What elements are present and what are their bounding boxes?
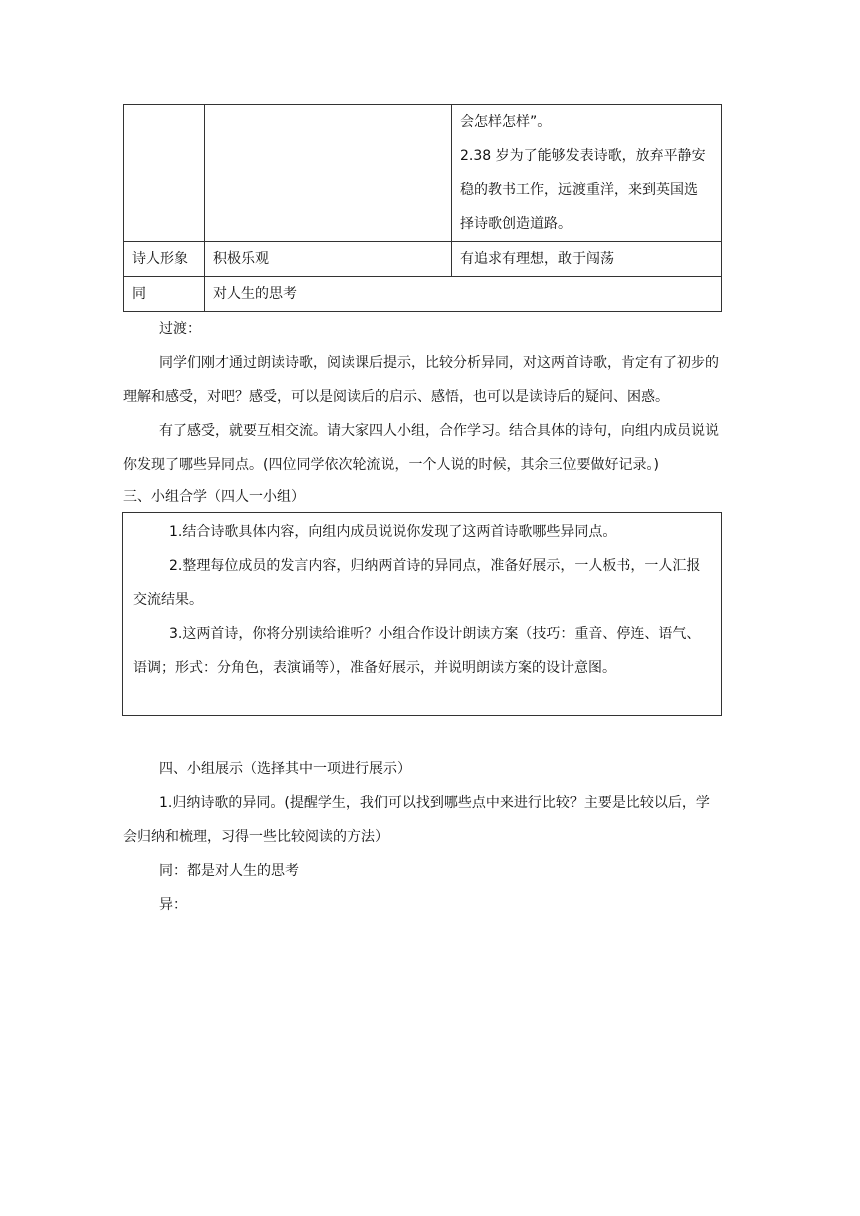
cell-text-line: 2.38 岁为了能够发表诗歌，放弃平静安: [460, 148, 706, 164]
transition-paragraph: 同学们刚才通过朗读诗歌，阅读课后提示，比较分析异同，对这两首诗歌，肯定有了初步的理解和感受，对吧？感受，可以是阅读后的启示、感悟，也可以是读诗后的疑问、困惑。: [123, 355, 719, 405]
cell-text-line: 择诗歌创造道路。: [460, 216, 572, 232]
table-row: [124, 277, 722, 312]
comparison-table: [123, 104, 722, 312]
table-cell-label: 诗人形象: [124, 242, 205, 277]
transition-paragraph: 有了感受，就要互相交流。请大家四人小组，合作学习。结合具体的诗句，向组内成员说说你发现了哪些异同点。(四位同学依次轮流说，一个人说的时候，其余三位要做好记录。): [123, 423, 719, 473]
table-cell: 有追求有理想，敢于闯荡: [452, 242, 722, 277]
cell-text-line: 会怎样怎样”。: [460, 114, 552, 130]
section-item: 1.归纳诗歌的异同。(提醒学生，我们可以找到哪些点中来进行比较？主要是比较以后，学会归纳和梳理，习得一些比较阅读的方法）: [123, 795, 710, 845]
same-point: 同：都是对人生的思考: [159, 863, 299, 879]
table-cell: [452, 105, 722, 242]
task-item: 2.整理每位成员的发言内容，归纳两首诗的异同点，准备好展示，一人板书，一人汇报交流结果。: [133, 558, 701, 608]
table-cell-label: 同: [124, 277, 205, 312]
section-heading: 三、小组合学（四人一小组）: [123, 489, 305, 505]
table-cell: [205, 105, 452, 242]
table-row: [124, 242, 722, 277]
task-item: 3.这两首诗，你将分别读给谁听？小组合作设计朗读方案（技巧：重音、停连、语气、语调；形式：分角色，表演诵等），准备好展示，并说明朗读方案的设计意图。: [133, 626, 701, 676]
transition-label: 过渡：: [159, 321, 201, 337]
table-cell: 积极乐观: [205, 242, 452, 277]
cell-text-line: 稳的教书工作，远渡重洋，来到英国选: [460, 182, 698, 198]
task-item: 1.结合诗歌具体内容，向组内成员说说你发现了这两首诗歌哪些异同点。: [169, 524, 617, 540]
task-box: [122, 512, 722, 716]
difference-point: 异：: [159, 897, 187, 913]
table-cell: 对人生的思考: [205, 277, 722, 312]
section-heading: 四、小组展示（选择其中一项进行展示）: [159, 761, 411, 777]
table-row: [124, 105, 722, 242]
table-cell: [124, 105, 205, 242]
